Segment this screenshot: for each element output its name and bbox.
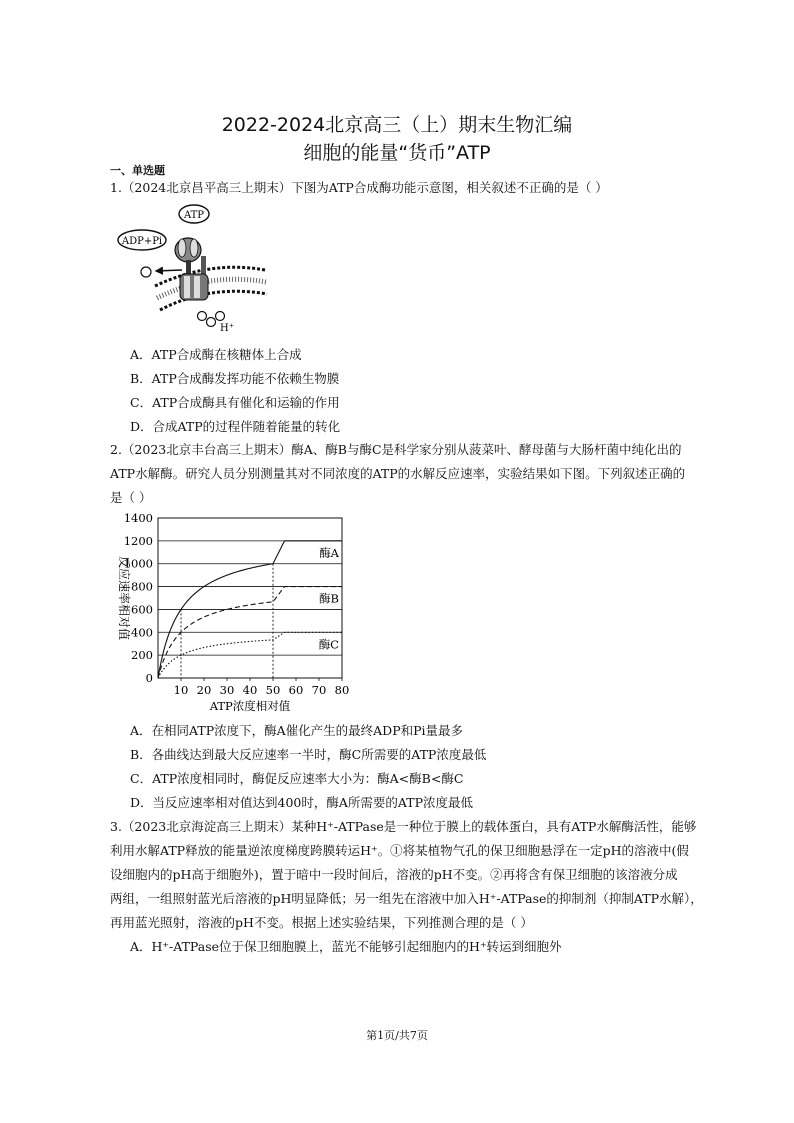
x-axis-label: ATP浓度相对值 xyxy=(209,699,291,713)
series-label: 酶C xyxy=(318,637,339,652)
enzyme-rate-chart xyxy=(110,508,360,718)
ion-circle xyxy=(207,318,216,327)
q1-option-b: B．ATP合成酶发挥功能不依赖生物膜 xyxy=(130,371,340,386)
document-title-line2: 细胞的能量“货币”ATP xyxy=(303,142,491,164)
y-tick-label: 600 xyxy=(131,602,153,617)
ion-circle xyxy=(216,312,225,321)
q1-option-d: D．合成ATP的过程伴随着能量的转化 xyxy=(130,419,341,434)
plot-frame xyxy=(158,518,342,678)
y-tick-label: 1400 xyxy=(123,511,153,525)
y-tick-label: 1000 xyxy=(123,556,153,571)
x-tick-label: 60 xyxy=(288,683,304,697)
q2-option-d: D．当反应速率相对值达到400时，酶A所需要的ATP浓度最低 xyxy=(130,795,474,810)
q1-stem: 1.（2024北京昌平高三上期末）下图为ATP合成酶功能示意图，相关叙述不正确的是（ ） xyxy=(110,180,608,195)
x-tick-label: 30 xyxy=(219,683,235,697)
x-tick-label: 40 xyxy=(242,683,258,697)
q2-option-a: A．在相同ATP浓度下，酶A催化产生的最终ADP和Pi量最多 xyxy=(130,723,464,738)
q2-stem-line3: 是（ ） xyxy=(110,490,152,505)
q1-option-c: C．ATP合成酶具有催化和运输的作用 xyxy=(130,395,340,410)
q2-option-b: B．各曲线达到最大反应速率一半时，酶C所需要的ATP浓度最低 xyxy=(130,747,487,762)
series-label: 酶B xyxy=(319,591,339,606)
atp-synthase-diagram xyxy=(110,198,280,338)
phospholipid-bilayer xyxy=(155,267,267,310)
section-label: 一、单选题 xyxy=(110,164,165,177)
x-tick-label: 80 xyxy=(334,683,350,697)
y-tick-label: 0 xyxy=(145,671,153,685)
q3-line1: 3.（2023北京海淀高三上期末）某种H⁺-ATPase是一种位于膜上的载体蛋白，具有ATP水解酶活性，能够 xyxy=(110,819,697,834)
y-axis-label: 反应速率相对值 xyxy=(117,555,131,641)
q2-stem-line1: 2.（2023北京丰台高三上期末）酶A、酶B与酶C是科学家分别从菠菜叶、酵母菌与大肠杆菌中纯化出的 xyxy=(110,442,682,457)
x-tick-label: 20 xyxy=(196,683,212,697)
x-tick-label: 70 xyxy=(311,683,327,697)
adp-pi-label: ADP+Pi xyxy=(121,236,163,247)
ion-circle xyxy=(198,312,207,321)
y-tick-label: 1200 xyxy=(123,533,153,548)
release-arrow xyxy=(156,270,182,271)
q3-line4: 两组，一组照射蓝光后溶液的pH明显降低；另一组先在溶液中加入H⁺-ATPase的抑制剂（抑制ATP水解）， xyxy=(110,891,703,906)
x-tick-label: 50 xyxy=(265,683,281,697)
q3-line2: 利用水解ATP释放的能量逆浓度梯度跨膜转运H⁺。①将某植物气孔的保卫细胞悬浮在一定pH的溶液中(假 xyxy=(110,843,689,858)
series-label: 酶A xyxy=(319,545,339,560)
atp-label: ATP xyxy=(183,210,205,221)
q1-option-a: A．ATP合成酶在核糖体上合成 xyxy=(130,347,302,362)
h-plus-label: H⁺ xyxy=(220,323,234,334)
y-tick-label: 400 xyxy=(131,625,153,640)
q3-line3: 设细胞内的pH高于细胞外)，置于暗中一段时间后，溶液的pH不变。②再将含有保卫细胞的该溶液分成 xyxy=(110,867,678,882)
q2-stem-line2: ATP水解酶。研究人员分别测量其对不同浓度的ATP的水解反应速率，实验结果如下图。下列叙述正确的 xyxy=(110,466,686,481)
q2-option-c: C．ATP浓度相同时，酶促反应速率大小为：酶A<酶B<酶C xyxy=(130,771,464,786)
molecule-circle xyxy=(141,267,151,277)
document-title-line1: 2022-2024北京高三（上）期末生物汇编 xyxy=(221,114,573,136)
q3-option-a: A．H⁺-ATPase位于保卫细胞膜上，蓝光不能够引起细胞内的H⁺转运到细胞外 xyxy=(130,939,562,954)
atp-synthase-complex xyxy=(175,238,208,300)
y-tick-label: 800 xyxy=(131,579,153,594)
q3-line5: 再用蓝光照射，溶液的pH不变。根据上述实验结果，下列推测合理的是（ ） xyxy=(110,915,533,930)
page-footer: 第1页/共7页 xyxy=(366,1029,428,1042)
x-tick-label: 10 xyxy=(173,683,189,697)
y-tick-label: 200 xyxy=(131,648,153,663)
